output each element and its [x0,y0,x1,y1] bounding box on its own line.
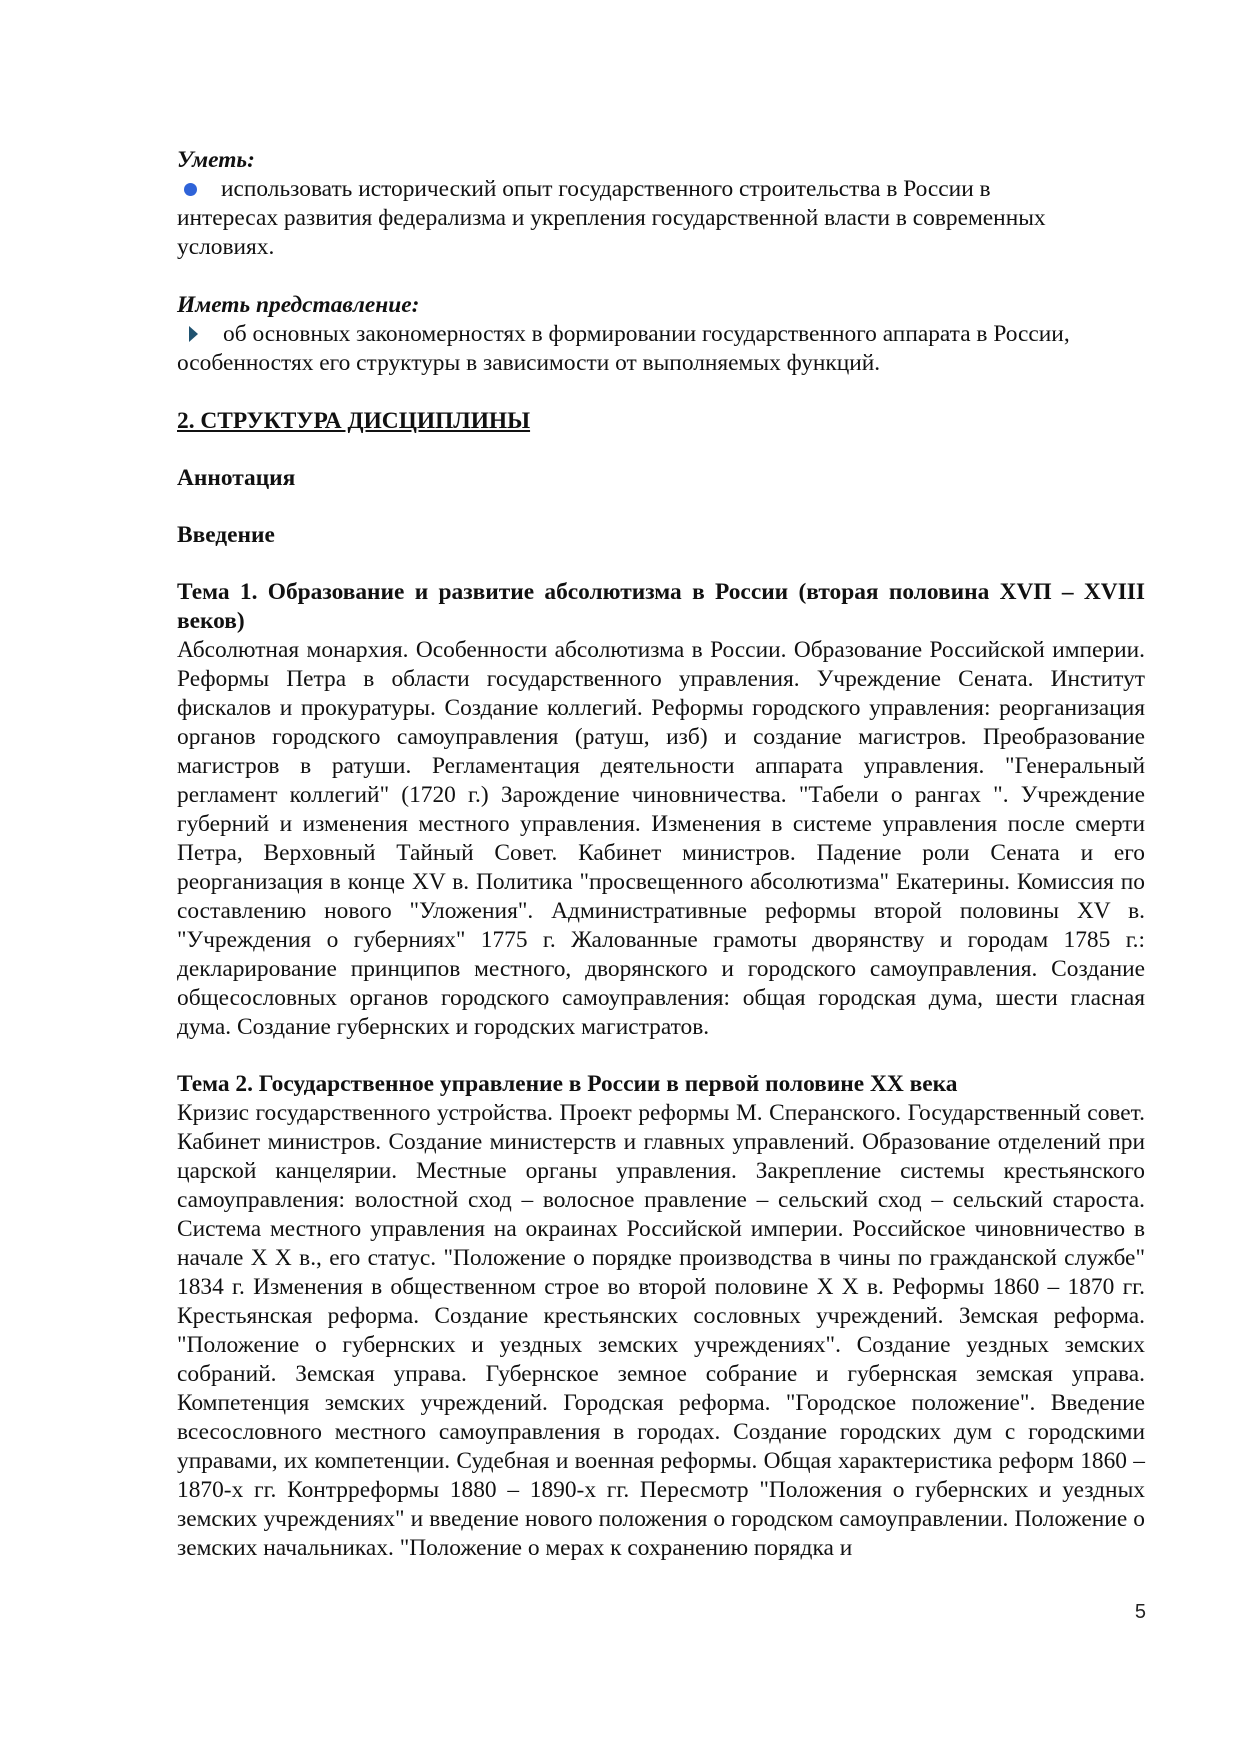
section-umet [177,146,1145,262]
annotation-heading: Аннотация [177,465,296,491]
spacer [177,436,1145,464]
section-imet [177,291,1145,378]
page-number: 5 [1134,1601,1146,1623]
umet-bullet-text-continuation: интересах развития федерализма и укрепления государственной власти в современных условиях. [177,205,1046,260]
topic-1 [177,578,1145,1042]
topic-1-title: Тема 1. Образование и развитие абсолютизма в России (вторая половина XVП – XVIII веков) [177,579,1145,634]
imet-bullet-text-continuation: особенностях его структуры в зависимости от выполняемых функций. [177,350,881,376]
arrow-bullet-icon [189,326,198,342]
imet-heading: Иметь представление: [177,292,420,318]
umet-bullet-text-first-line: использовать исторический опыт государственного строительства в России в [221,176,991,202]
spacer [177,1042,1145,1070]
topic-2-title: Тема 2. Государственное управление в России в первой половине XX века [177,1071,958,1097]
umet-heading: Уметь: [177,147,255,173]
topic-2-body: Кризис государственного устройства. Проект реформы М. Сперанского. Государственный совет. Кабинет министров. Создание министерств и главных управлений. Образование отделений при царской канцелярии. Местные органы управления. Закрепление системы крестьянского самоуправления: волостной сход – волосное правление – сельский сход – сельский староста. Система местного управления на окраинах Российской империи. Российское чиновничество в начале X X в., его статус. "Положение о порядке производства в чины по гражданской службе" 1834 г. Изменения в общественном строе во второй половине X X в. Реформы 1860 – 1870 гг. Крестьянская реформа. Создание крестьянских сословных учреждений. Земская реформа. "Положение о губернских и уездных земских учреждениях". Создание уездных земских собраний. Земская управа. Губернское земное собрание и губернская земская управа. Компетенция земских учреждений. Городская реформа. "Городское положение". Введение всесословного местного самоуправления в городах. Создание городских дум с городскими управами, их компетенции. Судебная и военная реформы. Общая характеристика реформ 1860 – 1870-х гг. Контрреформы 1880 – 1890-х гг. Пересмотр "Положения о губернских и уездных земских учреждениях" и введение нового положения о городском самоуправлении. Положение о земских начальниках. "Положение о мерах к сохранению порядка и [177,1100,1145,1561]
blue-circle-bullet-icon [184,183,197,196]
topic-2 [177,1070,1145,1563]
umet-bullet-line [177,175,1145,204]
topic-1-body: Абсолютная монархия. Особенности абсолютизма в России. Образование Российской империи. Реформы Петра в области государственного управления. Учреждение Сената. Институт фискалов и прокуратуры. Создание коллегий. Реформы городского управления: реорганизация органов городского самоуправления (ратуш, изб) и создание магистров. Преобразование магистров в ратуши. Регламентация деятельности аппарата управления. "Генеральный регламент коллегий" (1720 г.) Зарождение чиновничества. "Табели о рангах ". Учреждение губерний и изменения местного управления. Изменения в системе управления после смерти Петра, Верховный Тайный Совет. Кабинет министров. Падение роли Сената и его реорганизация в конце XV в. Политика "просвещенного абсолютизма" Екатерины. Комиссия по составлению нового "Уложения". Административные реформы второй половины XV в. "Учреждения о губерниях" 1775 г. Жалованные грамоты дворянству и городам 1785 г.: декларирование принципов местного, дворянского и городского самоуправления. Создание общесословных органов городского самоуправления: общая городская дума, шести гласная дума. Создание губернских и городских магистратов. [177,637,1145,1040]
spacer [177,262,1145,291]
imet-bullet-text-first-line: об основных закономерностях в формировании государственного аппарата в России, [223,321,1070,347]
imet-bullet-line [177,320,1145,349]
document-page [177,146,1145,1563]
spacer [177,550,1145,578]
structure-section-title: 2. СТРУКТУРА ДИСЦИПЛИНЫ [177,408,531,434]
spacer [177,493,1145,521]
introduction-heading: Введение [177,522,275,548]
